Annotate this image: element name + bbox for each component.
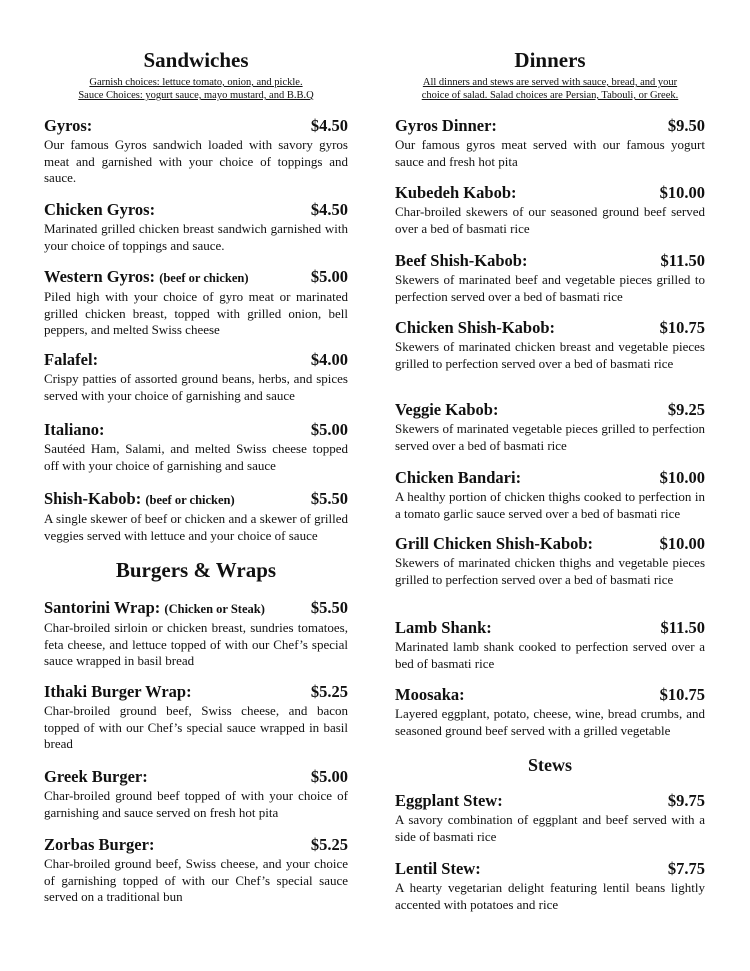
item-description: Skewers of marinated chicken thighs and vegetable pieces grilled to perfection served over a bed of basmati rice (395, 555, 705, 587)
menu-item-greek-burger (44, 767, 348, 821)
burgers-title: Burgers & Wraps (115, 558, 277, 582)
item-description: Crispy patties of assorted ground beans, herbs, and spices served with your choice of garnishing and sauce (44, 371, 348, 403)
item-name: Veggie Kabob: (395, 400, 499, 419)
item-qualifier: (beef or chicken) (145, 493, 235, 507)
item-name: Grill Chicken Shish-Kabob: (395, 534, 594, 553)
item-price: $10.00 (659, 534, 705, 553)
item-price: $5.00 (310, 767, 348, 786)
sandwiches-section-header (44, 48, 348, 102)
item-price: $10.00 (659, 468, 705, 487)
item-price: $10.00 (659, 183, 705, 202)
item-price: $9.75 (667, 791, 705, 810)
stews-section-header (395, 753, 705, 781)
sandwiches-note-line2: Sauce Choices: yogurt sauce, mayo mustard, and B.B.Q (78, 90, 314, 101)
item-description: A single skewer of beef or chicken and a skewer of grilled veggies served with lettuce and your choice of sauce (44, 511, 348, 543)
item-description: Char-broiled ground beef topped of with your choice of garnishing and sauce served on fresh hot pita (44, 788, 348, 820)
menu-item-italiano (44, 420, 348, 474)
item-name: Chicken Shish-Kabob: (395, 318, 556, 337)
menu-item-chicken-shish-kabob (395, 318, 705, 372)
item-price: $5.50 (310, 598, 348, 617)
item-description: Skewers of marinated chicken breast and vegetable pieces grilled to perfection served over a bed of basmati rice (395, 339, 705, 371)
menu-item-lentil-stew (395, 859, 705, 913)
item-qualifier: (beef or chicken) (159, 271, 249, 285)
item-name: Eggplant Stew: (395, 791, 503, 810)
burgers-section-header (44, 558, 348, 586)
item-price: $5.25 (310, 835, 348, 854)
sandwiches-note-line1: Garnish choices: lettuce tomato, onion, and pickle. (89, 77, 303, 88)
menu-item-chicken-bandari (395, 468, 705, 522)
dinners-section-header (395, 48, 705, 102)
menu-item-beef-shish-kabob (395, 251, 705, 305)
item-description: Our famous gyros meat served with our famous yogurt sauce and fresh hot pita (395, 137, 705, 169)
item-price: $5.50 (310, 489, 348, 508)
menu-item-moosaka (395, 685, 705, 739)
item-description: Layered eggplant, potato, cheese, wine, bread crumbs, and seasoned ground beef served with a grilled vegetable (395, 706, 705, 738)
item-description: Our famous Gyros sandwich loaded with savory gyros meat and garnished with your choice of toppings and sauce. (44, 137, 348, 185)
item-name: Chicken Bandari: (395, 468, 522, 487)
item-price: $9.25 (667, 400, 705, 419)
item-description: Char-broiled ground beef, Swiss cheese, and your choice of garnishing topped of with our Chef’s special sauce served on a traditional bun (44, 856, 348, 904)
menu-item-zorbas-burger (44, 835, 348, 906)
menu-item-shish-kabob (44, 489, 348, 544)
item-name: Santorini Wrap: (44, 598, 161, 617)
item-description: Marinated grilled chicken breast sandwich garnished with your choice of toppings and sauce. (44, 221, 348, 253)
item-description: A hearty vegetarian delight featuring lentil beans lightly accented with potatoes and rice (395, 880, 705, 912)
item-price: $10.75 (659, 685, 705, 704)
dinners-note-line2: choice of salad. Salad choices are Persian, Tabouli, or Greek. (421, 90, 679, 101)
item-name: Beef Shish-Kabob: (395, 251, 528, 270)
item-description: Skewers of marinated beef and vegetable pieces grilled to perfection served over a bed of basmati rice (395, 272, 705, 304)
item-description: A savory combination of eggplant and beef served with a side of basmati rice (395, 812, 705, 844)
menu-item-ithaki-burger-wrap (44, 682, 348, 753)
item-price: $10.75 (659, 318, 705, 337)
item-price: $4.50 (310, 116, 348, 135)
item-description: Skewers of marinated vegetable pieces grilled to perfection served over a bed of basmati rice (395, 421, 705, 453)
stews-title: Stews (528, 755, 572, 775)
item-name: Kubedeh Kabob: (395, 183, 517, 202)
item-name: Lamb Shank: (395, 618, 492, 637)
item-name: Gyros Dinner: (395, 116, 497, 135)
menu-item-veggie-kabob (395, 400, 705, 454)
item-qualifier: (Chicken or Steak) (164, 602, 265, 616)
menu-item-grill-chicken-shish-kabob (395, 534, 705, 588)
item-description: Char-broiled ground beef, Swiss cheese, and bacon topped of with our Chef’s special sauce wrapped in basil bread (44, 703, 348, 751)
item-description: Marinated lamb shank cooked to perfection served over a bed of basmati rice (395, 639, 705, 671)
item-name: Ithaki Burger Wrap: (44, 682, 192, 701)
dinners-title: Dinners (514, 48, 586, 72)
item-name: Moosaka: (395, 685, 465, 704)
sandwiches-title: Sandwiches (143, 48, 249, 72)
item-price: $4.00 (310, 350, 348, 369)
item-price: $5.25 (310, 682, 348, 701)
item-description: A healthy portion of chicken thighs cooked to perfection in a tomato garlic sauce served over a bed of basmati rice (395, 489, 705, 521)
item-name: Greek Burger: (44, 767, 148, 786)
item-name: Lentil Stew: (395, 859, 481, 878)
item-price: $11.50 (660, 251, 705, 270)
item-price: $4.50 (310, 200, 348, 219)
menu-item-gyros-dinner (395, 116, 705, 170)
item-price: $7.75 (667, 859, 705, 878)
item-description: Char-broiled sirloin or chicken breast, sundries tomatoes, feta cheese, and lettuce topped of with our Chef’s special sauce wrapped in basil bread (44, 620, 348, 668)
item-name: Gyros: (44, 116, 93, 135)
menu-item-kubedeh-kabob (395, 183, 705, 237)
item-name: Chicken Gyros: (44, 200, 156, 219)
right-column (395, 48, 705, 948)
item-name: Italiano: (44, 420, 105, 439)
menu-item-gyros (44, 116, 348, 187)
menu-item-falafel (44, 350, 348, 404)
item-price: $9.50 (667, 116, 705, 135)
menu-item-eggplant-stew (395, 791, 705, 845)
item-price: $5.00 (310, 420, 348, 439)
item-price: $11.50 (660, 618, 705, 637)
item-description: Piled high with your choice of gyro meat or marinated grilled chicken breast, topped with grilled onion, bell peppers, and melted Swiss cheese (44, 289, 348, 337)
item-description: Char-broiled skewers of our seasoned ground beef served over a bed of basmati rice (395, 204, 705, 236)
item-name: Western Gyros: (44, 267, 156, 286)
menu-item-chicken-gyros (44, 200, 348, 254)
dinners-note-line1: All dinners and stews are served with sauce, bread, and your (422, 77, 678, 88)
item-name: Shish-Kabob: (44, 489, 142, 508)
left-column (44, 48, 348, 948)
menu-item-santorini-wrap (44, 598, 348, 670)
item-name: Zorbas Burger: (44, 835, 155, 854)
item-price: $5.00 (310, 267, 348, 286)
menu-item-western-gyros (44, 267, 348, 339)
item-name: Falafel: (44, 350, 99, 369)
menu-item-lamb-shank (395, 618, 705, 672)
item-description: Sautéed Ham, Salami, and melted Swiss cheese topped off with your choice of garnishing and sauce (44, 441, 348, 473)
